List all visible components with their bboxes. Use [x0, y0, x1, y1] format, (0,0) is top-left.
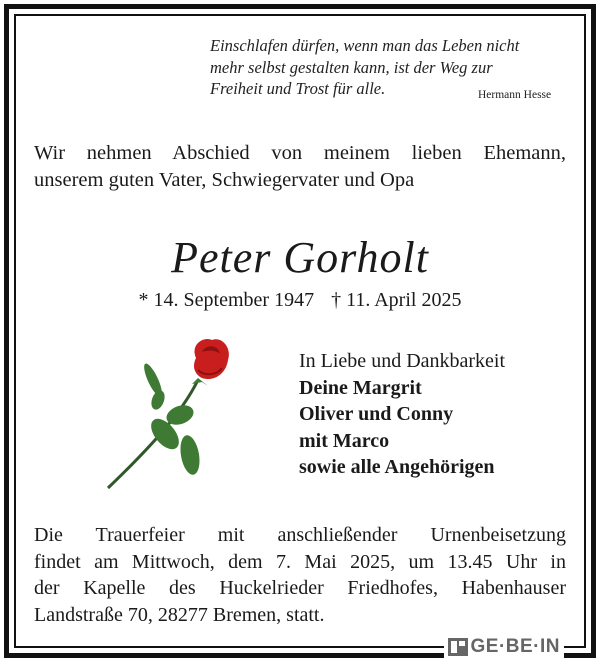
service-line: Die Trauerfeier mit anschließender Urnenbeisetzung	[34, 524, 566, 546]
intro-line: Wir nehmen Abschied von meinem lieben Ehemann,	[34, 142, 566, 164]
logo-mark-icon	[448, 638, 468, 656]
rose-illustration	[98, 330, 248, 495]
family-member: sowie alle Angehörigen	[299, 456, 495, 478]
death-date: † 11. April 2025	[331, 289, 462, 311]
birth-date: * 14. September 1947	[138, 289, 315, 311]
family-lead: In Liebe und Dankbarkeit	[299, 350, 506, 372]
family-member: Oliver und Conny	[299, 403, 454, 425]
family-member: mit Marco	[299, 429, 390, 452]
quote-line: mehr selbst gestalten kann, ist der Weg zur	[210, 57, 493, 77]
logo-text: GE·BE·IN	[470, 636, 560, 657]
family-signature	[299, 348, 505, 481]
service-announcement	[34, 522, 566, 628]
service-line: Landstraße 70, 28277 Bremen, statt.	[34, 603, 325, 626]
intro-line: unserem guten Vater, Schwiegervater und Opa	[34, 169, 415, 191]
life-dates	[0, 287, 600, 313]
quote-line: Freiheit und Trost für alle.	[210, 79, 386, 98]
intro-text	[34, 140, 566, 194]
service-line: findet am Mittwoch, dem 7. Mai 2025, um 13.45 Uhr in	[34, 550, 566, 573]
family-member: Deine Margrit	[299, 376, 422, 399]
service-line: der Kapelle des Huckelrieder Friedhofes, Habenhauser	[34, 577, 566, 599]
deceased-name: Peter Gorholt	[171, 233, 429, 282]
gebein-logo	[444, 634, 565, 660]
quote-line: Einschlafen dürfen, wenn man das Leben nicht	[210, 36, 520, 55]
quote-author: Hermann Hesse	[478, 89, 552, 101]
